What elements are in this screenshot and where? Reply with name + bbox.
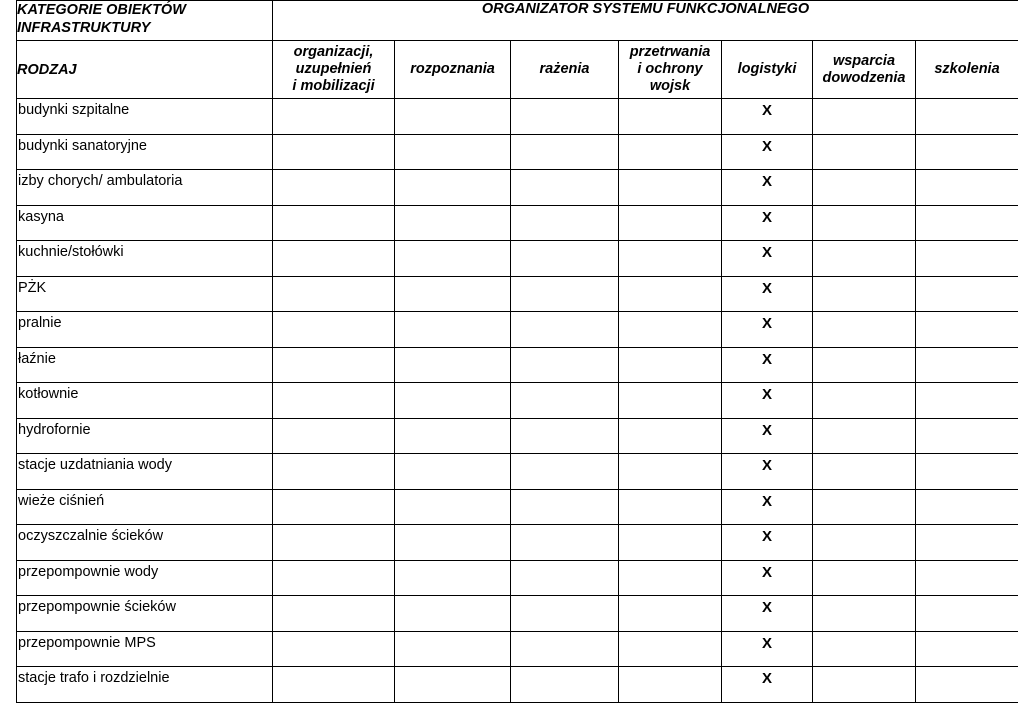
empty-cell (916, 99, 1018, 135)
row-label: kasyna (17, 205, 273, 241)
empty-cell (273, 276, 395, 312)
empty-cell (619, 667, 722, 703)
empty-cell (916, 241, 1018, 277)
empty-cell (273, 489, 395, 525)
table-row (17, 134, 1018, 170)
column-header-line: organizacji, (273, 44, 394, 61)
empty-cell (813, 667, 916, 703)
mark-cell-x: X (722, 525, 813, 561)
empty-cell (273, 347, 395, 383)
empty-cell (813, 383, 916, 419)
mark-cell-x: X (722, 134, 813, 170)
empty-cell (619, 347, 722, 383)
empty-cell (619, 170, 722, 206)
empty-cell (619, 489, 722, 525)
mark-cell-x: X (722, 489, 813, 525)
table-row (17, 170, 1018, 206)
column-header (395, 41, 511, 99)
empty-cell (273, 312, 395, 348)
header-row-top (17, 1, 1018, 41)
column-header (273, 41, 395, 99)
row-label: stacje trafo i rozdzielnie (17, 667, 273, 703)
empty-cell (916, 383, 1018, 419)
column-header (813, 41, 916, 99)
column-header-line: rażenia (511, 61, 618, 78)
empty-cell (511, 134, 619, 170)
empty-cell (273, 241, 395, 277)
row-label: wieże ciśnień (17, 489, 273, 525)
empty-cell (916, 205, 1018, 241)
empty-cell (619, 596, 722, 632)
table-row (17, 560, 1018, 596)
empty-cell (916, 596, 1018, 632)
mark-cell-x: X (722, 383, 813, 419)
empty-cell (511, 560, 619, 596)
mark-cell-x: X (722, 631, 813, 667)
row-label: kotłownie (17, 383, 273, 419)
empty-cell (273, 560, 395, 596)
empty-cell (395, 241, 511, 277)
empty-cell (395, 205, 511, 241)
infrastructure-category-table (16, 0, 1018, 703)
empty-cell (395, 170, 511, 206)
row-label: przepompownie ścieków (17, 596, 273, 632)
empty-cell (395, 347, 511, 383)
row-label: izby chorych/ ambulatoria (17, 170, 273, 206)
row-label: pralnie (17, 312, 273, 348)
table-row (17, 418, 1018, 454)
empty-cell (619, 134, 722, 170)
category-header (17, 1, 273, 41)
empty-cell (511, 276, 619, 312)
empty-cell (813, 489, 916, 525)
empty-cell (813, 347, 916, 383)
empty-cell (813, 312, 916, 348)
mark-cell-x: X (722, 347, 813, 383)
empty-cell (511, 312, 619, 348)
empty-cell (916, 134, 1018, 170)
empty-cell (619, 631, 722, 667)
empty-cell (916, 667, 1018, 703)
empty-cell (813, 596, 916, 632)
empty-cell (916, 560, 1018, 596)
row-label: budynki sanatoryjne (17, 134, 273, 170)
mark-cell-x: X (722, 667, 813, 703)
mark-cell-x: X (722, 596, 813, 632)
column-header-line: wojsk (619, 78, 721, 95)
mark-cell-x: X (722, 276, 813, 312)
column-header-line: dowodzenia (813, 70, 915, 87)
empty-cell (813, 276, 916, 312)
empty-cell (511, 383, 619, 419)
empty-cell (511, 631, 619, 667)
empty-cell (916, 347, 1018, 383)
row-label: stacje uzdatniania wody (17, 454, 273, 490)
column-header (722, 41, 813, 99)
empty-cell (619, 560, 722, 596)
empty-cell (395, 454, 511, 490)
empty-cell (916, 276, 1018, 312)
empty-cell (395, 276, 511, 312)
empty-cell (813, 241, 916, 277)
empty-cell (619, 525, 722, 561)
mark-cell-x: X (722, 560, 813, 596)
table-row (17, 347, 1018, 383)
table-row (17, 489, 1018, 525)
column-header-line: rozpoznania (395, 61, 510, 78)
mark-cell-x: X (722, 454, 813, 490)
empty-cell (813, 170, 916, 206)
empty-cell (511, 241, 619, 277)
mark-cell-x: X (722, 418, 813, 454)
empty-cell (273, 383, 395, 419)
table-row (17, 99, 1018, 135)
table-body (17, 99, 1018, 703)
mark-cell-x: X (722, 170, 813, 206)
empty-cell (916, 489, 1018, 525)
row-label: budynki szpitalne (17, 99, 273, 135)
empty-cell (395, 596, 511, 632)
empty-cell (813, 99, 916, 135)
empty-cell (395, 489, 511, 525)
empty-cell (916, 418, 1018, 454)
table-row (17, 525, 1018, 561)
organizer-header: ORGANIZATOR SYSTEMU FUNKCJONALNEGO (273, 1, 1018, 41)
empty-cell (813, 205, 916, 241)
empty-cell (619, 99, 722, 135)
mark-cell-x: X (722, 312, 813, 348)
column-header-line: i mobilizacji (273, 78, 394, 95)
empty-cell (511, 596, 619, 632)
column-header (511, 41, 619, 99)
empty-cell (916, 454, 1018, 490)
empty-cell (511, 667, 619, 703)
empty-cell (273, 205, 395, 241)
empty-cell (511, 205, 619, 241)
table-row (17, 383, 1018, 419)
empty-cell (813, 525, 916, 561)
empty-cell (916, 631, 1018, 667)
empty-cell (395, 312, 511, 348)
empty-cell (511, 418, 619, 454)
table-row (17, 454, 1018, 490)
table-row (17, 631, 1018, 667)
column-header (619, 41, 722, 99)
empty-cell (511, 170, 619, 206)
empty-cell (395, 525, 511, 561)
empty-cell (813, 560, 916, 596)
table-row (17, 312, 1018, 348)
empty-cell (511, 347, 619, 383)
empty-cell (273, 454, 395, 490)
empty-cell (813, 418, 916, 454)
mark-cell-x: X (722, 205, 813, 241)
empty-cell (273, 596, 395, 632)
empty-cell (395, 560, 511, 596)
category-header-line: KATEGORIE OBIEKTÓW (17, 1, 272, 19)
empty-cell (619, 454, 722, 490)
table-row (17, 667, 1018, 703)
empty-cell (813, 134, 916, 170)
rodzaj-header: RODZAJ (17, 41, 273, 99)
column-header-line: szkolenia (916, 61, 1018, 78)
empty-cell (619, 418, 722, 454)
empty-cell (619, 205, 722, 241)
mark-cell-x: X (722, 99, 813, 135)
row-label: łaźnie (17, 347, 273, 383)
row-label: oczyszczalnie ścieków (17, 525, 273, 561)
empty-cell (273, 667, 395, 703)
empty-cell (395, 667, 511, 703)
empty-cell (619, 312, 722, 348)
empty-cell (273, 631, 395, 667)
empty-cell (273, 525, 395, 561)
empty-cell (273, 99, 395, 135)
empty-cell (395, 99, 511, 135)
column-header-line: wsparcia (813, 53, 915, 70)
row-label: PŻK (17, 276, 273, 312)
empty-cell (273, 418, 395, 454)
empty-cell (916, 170, 1018, 206)
empty-cell (511, 99, 619, 135)
header-row-columns (17, 41, 1018, 99)
empty-cell (395, 134, 511, 170)
empty-cell (619, 276, 722, 312)
empty-cell (813, 454, 916, 490)
column-header-line: przetrwania (619, 44, 721, 61)
empty-cell (395, 383, 511, 419)
empty-cell (273, 170, 395, 206)
empty-cell (511, 525, 619, 561)
column-header-line: i ochrony (619, 61, 721, 78)
empty-cell (916, 312, 1018, 348)
row-label: kuchnie/stołówki (17, 241, 273, 277)
empty-cell (916, 525, 1018, 561)
empty-cell (511, 454, 619, 490)
table-row (17, 241, 1018, 277)
table-row (17, 205, 1018, 241)
empty-cell (619, 383, 722, 419)
row-label: hydrofornie (17, 418, 273, 454)
row-label: przepompownie wody (17, 560, 273, 596)
empty-cell (619, 241, 722, 277)
empty-cell (813, 631, 916, 667)
column-header-line: uzupełnień (273, 61, 394, 78)
column-header-line: logistyki (722, 61, 812, 78)
row-label: przepompownie MPS (17, 631, 273, 667)
table-row (17, 596, 1018, 632)
empty-cell (395, 631, 511, 667)
column-header (916, 41, 1018, 99)
category-header-line: INFRASTRUKTURY (17, 19, 272, 37)
table-row (17, 276, 1018, 312)
empty-cell (395, 418, 511, 454)
empty-cell (511, 489, 619, 525)
mark-cell-x: X (722, 241, 813, 277)
empty-cell (273, 134, 395, 170)
